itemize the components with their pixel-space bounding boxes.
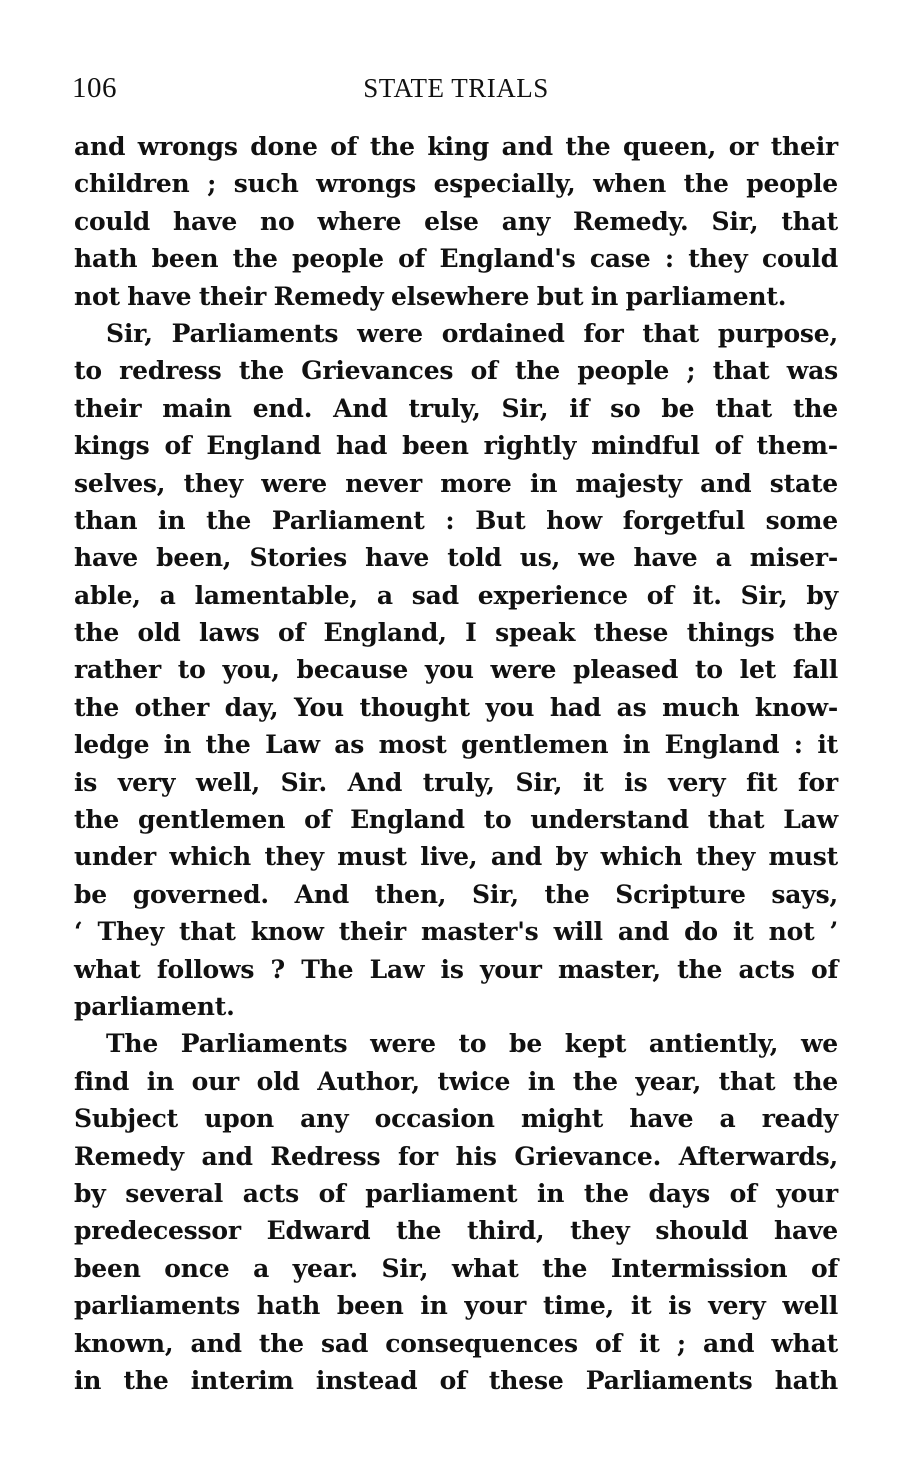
text-line: under which they must live, and by which they must (74, 842, 838, 872)
running-head (72, 68, 840, 108)
paragraph-1 (74, 128, 838, 315)
text-line: Subject upon any occasion might have a ready (74, 1104, 838, 1134)
text-line: is very well, Sir. And truly, Sir, it is very fit for (74, 767, 838, 797)
text-line: the gentlemen of England to understand that Law (74, 805, 838, 835)
text-line: children ; such wrongs especially, when the people (74, 169, 838, 199)
text-line: could have no where else any Remedy. Sir, that (74, 206, 838, 236)
text-line: predecessor Edward the third, they should have (74, 1216, 838, 1246)
text-line: known, and the sad consequences of it ; and what (74, 1328, 838, 1358)
text-line: in the interim instead of these Parliaments hath (74, 1365, 838, 1395)
text-line: than in the Parliament : But how forgetful some (74, 505, 838, 535)
text-line: kings of England had been rightly mindful of them- (74, 431, 838, 461)
text-line: Remedy and Redress for his Grievance. Afterwards, (74, 1141, 838, 1171)
text-line: hath been the people of England's case : they could (74, 244, 838, 274)
text-line: to redress the Grievances of the people ; that was (74, 356, 838, 386)
body-text (74, 128, 838, 1399)
text-line: by several acts of parliament in the days of your (74, 1178, 838, 1208)
text-line: been once a year. Sir, what the Intermission of (74, 1253, 838, 1283)
running-title: STATE TRIALS (363, 73, 549, 103)
text-line: ‘ They that know their master's will and do it not ’ (74, 917, 838, 947)
text-line: what follows ? The Law is your master, the acts of (74, 954, 838, 984)
paragraph-3 (74, 1025, 838, 1399)
text-line: and wrongs done of the king and the queen, or their (74, 132, 838, 161)
text-line: not have their Remedy elsewhere but in parliament. (74, 281, 787, 311)
text-line: rather to you, because you were pleased to let fall (74, 655, 838, 685)
paragraph-2 (74, 315, 838, 1025)
page-number: 106 (72, 72, 117, 104)
text-line: parliaments hath been in your time, it is very well (74, 1291, 838, 1321)
text-line: selves, they were never more in majesty and state (74, 468, 838, 498)
text-line: parliament. (74, 991, 235, 1021)
text-line: be governed. And then, Sir, the Scripture says, (74, 879, 838, 909)
text-line: the old laws of England, I speak these things the (74, 618, 838, 648)
text-line: the other day, You thought you had as much know- (74, 692, 838, 722)
text-line: have been, Stories have told us, we have a miser- (74, 543, 838, 573)
text-line: their main end. And truly, Sir, if so be that the (74, 393, 838, 423)
text-line: The Parliaments were to be kept antiently, we (106, 1029, 838, 1059)
text-line: ledge in the Law as most gentlemen in England : it (74, 730, 838, 760)
text-line: able, a lamentable, a sad experience of it. Sir, by (74, 580, 838, 610)
text-line: find in our old Author, twice in the year, that the (74, 1066, 838, 1096)
text-line: Sir, Parliaments were ordained for that purpose, (106, 318, 838, 348)
